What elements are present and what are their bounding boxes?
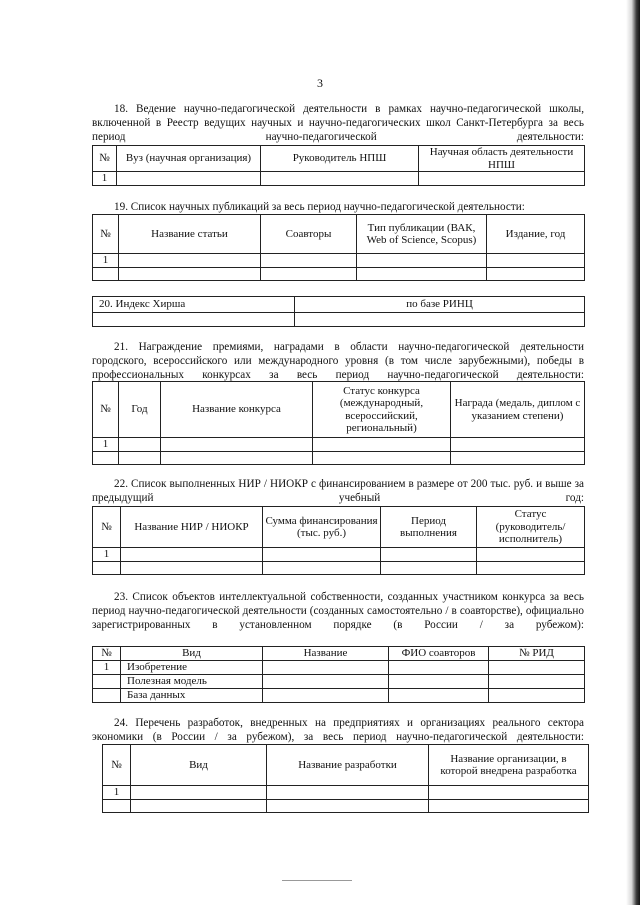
table-cell [263,674,389,688]
header-head: Руководитель НПШ [261,146,419,172]
table-cell [93,674,121,688]
table-cell [121,548,263,562]
table-cell [93,561,121,574]
table-cell [295,313,585,327]
table-23 [92,646,585,703]
table-cell [93,688,121,702]
table-cell [313,438,451,452]
table-cell [261,267,357,280]
page-edge-shadow [626,0,640,905]
kind-database: База данных [121,688,263,702]
table-cell [489,674,585,688]
table-cell [261,172,419,186]
section-21-text: 21. Награждение премиями, наградами в области научно-педагогической деятельности городского, всероссийского или международного уровня (в том числе зарубежными), победы в профессиональных конкурсах за весь период научно-педагогической деятельности: [92,341,584,381]
header-num: № [93,382,119,438]
section-24-text: 24. Перечень разработок, внедренных на предприятиях и организациях реального сектора экономики (в России / за рубежом), за весь период научно-педагогической деятельности: [92,717,584,743]
header-pub-type: Тип публикации (ВАК, Web of Science, Scopus) [357,215,487,254]
table-18 [92,145,585,186]
table-cell [93,313,295,327]
table-cell [487,267,585,280]
table-20 [92,296,585,327]
table-cell [161,451,313,464]
header-funding: Сумма финансирования (тыс. руб.) [263,507,381,548]
table-cell [119,254,261,268]
table-cell [389,674,489,688]
scan-mark [282,880,352,881]
kind-invention: Изобретение [121,660,263,674]
table-cell [263,688,389,702]
header-coauthors: ФИО соавторов [389,647,489,661]
table-cell [357,254,487,268]
header-field: Научная область деятельности НПШ [419,146,585,172]
table-cell [263,548,381,562]
table-cell [93,267,119,280]
table-cell [357,267,487,280]
table-cell [121,561,263,574]
page-number: 3 [317,76,323,90]
table-cell [451,438,585,452]
header-development: Название разработки [267,745,429,786]
header-university: Вуз (научная организация) [117,146,261,172]
rinc-label: по базе РИНЦ [295,297,585,313]
table-cell [489,660,585,674]
row-number: 1 [93,438,119,452]
table-cell [119,438,161,452]
header-award: Награда (медаль, диплом с указанием степени) [451,382,585,438]
table-cell [477,561,585,574]
table-cell [267,799,429,812]
header-num: № [93,215,119,254]
table-cell [119,451,161,464]
row-number: 1 [93,660,121,674]
table-cell [103,799,131,812]
row-number: 1 [93,548,121,562]
header-kind: Вид [131,745,267,786]
table-cell [477,548,585,562]
header-status: Статус конкурса (международный, всероссийский, региональный) [313,382,451,438]
header-coauthors: Соавторы [261,215,357,254]
section-23-text: 23. Список объектов интеллектуальной собственности, созданных участником конкурса за весь период научно-педагогической деятельности (созданных самостоятельно / в соавторстве), официально зарегистрированных в установленном порядке (в России / за рубежом): [92,591,584,631]
table-24 [102,744,589,813]
header-contest: Название конкурса [161,382,313,438]
kind-utility-model: Полезная модель [121,674,263,688]
header-organization: Название организации, в которой внедрена разработка [429,745,589,786]
header-num: № [103,745,131,786]
header-role: Статус (руководитель/ исполнитель) [477,507,585,548]
table-cell [419,172,585,186]
section-19-text: 19. Список научных публикаций за весь период научно-педагогической деятельности: [114,201,525,213]
table-cell [489,688,585,702]
table-cell [117,172,261,186]
table-cell [261,254,357,268]
header-num: № [93,647,121,661]
table-cell [131,799,267,812]
table-cell [93,451,119,464]
header-research-title: Название НИР / НИОКР [121,507,263,548]
header-num: № [93,146,117,172]
table-cell [161,438,313,452]
section-22-text: 22. Список выполненных НИР / НИОКР с финансированием в размере от 200 тыс. руб. и выше за предыдущий учебный год: [92,478,584,504]
table-cell [267,786,429,800]
table-cell [131,786,267,800]
table-cell [389,660,489,674]
table-cell [381,548,477,562]
header-kind: Вид [121,647,263,661]
table-21 [92,381,585,465]
row-number: 1 [93,172,117,186]
table-19 [92,214,585,281]
table-cell [429,799,589,812]
table-cell [389,688,489,702]
table-cell [263,561,381,574]
hirsch-index-label: 20. Индекс Хирша [93,297,295,313]
header-period: Период выполнения [381,507,477,548]
table-cell [487,254,585,268]
header-article: Название статьи [119,215,261,254]
table-cell [263,660,389,674]
table-cell [313,451,451,464]
row-number: 1 [103,786,131,800]
header-title: Название [263,647,389,661]
header-num: № [93,507,121,548]
table-cell [119,267,261,280]
header-year: Год [119,382,161,438]
table-cell [381,561,477,574]
section-18-text: 18. Ведение научно-педагогической деятельности в рамках научно-педагогической школы, включенной в Реестр ведущих научных и научно-педагогических школ Санкт-Петербурга за весь период научно-педагогической деятельности: [92,103,584,143]
row-number: 1 [93,254,119,268]
table-cell [429,786,589,800]
table-cell [451,451,585,464]
header-edition: Издание, год [487,215,585,254]
header-rid: № РИД [489,647,585,661]
table-22 [92,506,585,575]
